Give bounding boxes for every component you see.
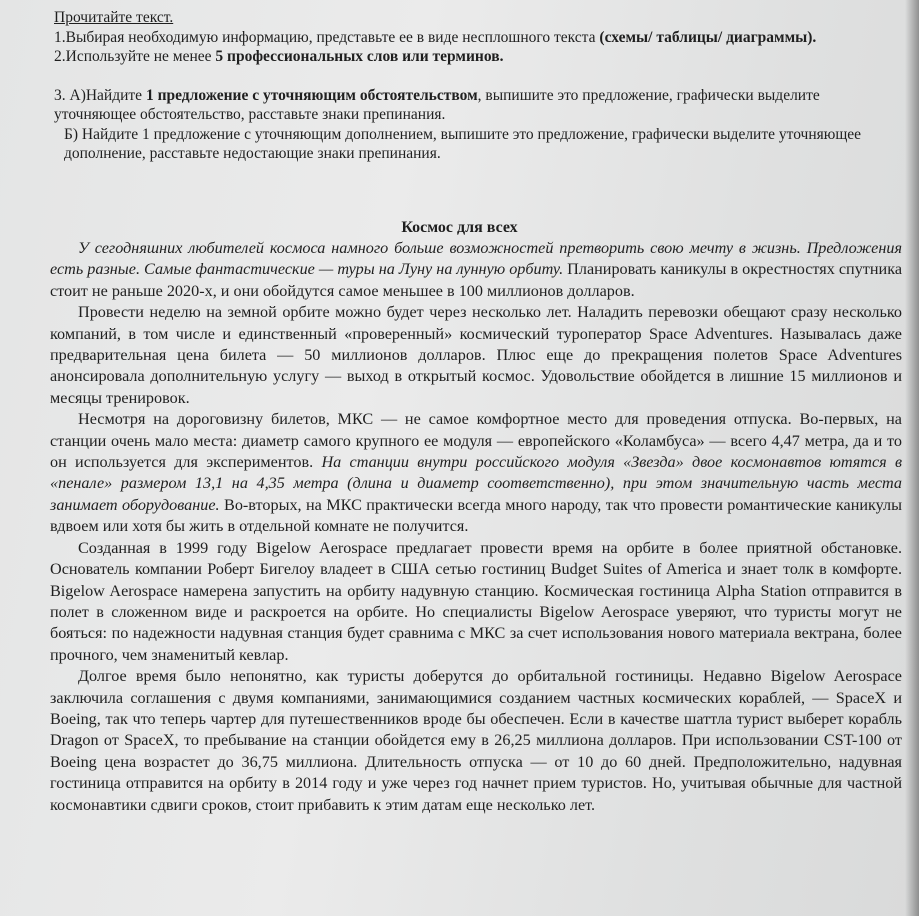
- paragraph-4: Созданная в 1999 году Bigelow Aerospace предлагает провести время на орбите в более приятной обстановке. Основатель компании Роберт Бигелоу владеет в США сетью гостиниц Budget Suites of America и знает толк в комфорте. Bigelow Aerospace намерена запустить на орбиту надувную станцию. Космическая гостиница Alpha Station отправится в полет в сложенном виде и раскроется на орбите. Но специалисты Bigelow Aerospace уверяют, что туристы могут не бояться: по надежности надувная станция будет сравнима с МКС за счет использования нового материала вектрана, более прочного, чем знаменитый кевлар.: [50, 538, 902, 664]
- paragraph-5: Долгое время было непонятно, как туристы доберутся до орбитальной гостиницы. Недавно Bigelow Aerospace заключила соглашения с двумя компаниями, занимающимися созданием частных космических кораблей, — SpaceX и Boeing, так что теперь чартер для путешественников вроде бы обеспечен. Если в качестве шаттла турист выберет корабль Dragon от SpaceX, то пребывание на станции обойдется ему в 26,25 миллиона долларов. При использовании CST-100 от Boeing цена возрастет до 36,75 миллиона. Длительность отпуска — от 10 до 60 дней. Предположительно, надувная гостиница отправится на орбиту в 2014 году и уже через год начнет прием туристов. Но, учитывая обычные для частной космонавтики сдвиги сроков, стоит прибавить к этим датам еще несколько лет.: [50, 667, 902, 814]
- paragraph-3-start: Несмотря на дороговизну билетов, МКС — не самое комфортное место для проведения отпуска. Во-первых, на станции очень мало места: диаметр самого крупного ее модуля — европейского «Коламбуса» — всего 4,47 метра, да и то он используется для экспериментов.: [50, 410, 902, 472]
- paragraph-2: Провести неделю на земной орбите можно будет через несколько лет. Наладить перевозки обещают сразу несколько компаний, в том числе и единственный «проверенный» космический туроператор Space Adventures. Называлась даже предварительная цена билета — 50 миллионов долларов. Плюс еще до прекращения полетов Space Adventures анонсировала дополнительную услугу — выход в открытый космос. Удовольствие обойдется в лишние 15 миллионов и месяцы тренировок.: [50, 303, 902, 407]
- task-1-text: 1.Выбирая необходимую информацию, представьте ее в виде несплошного текста: [54, 28, 600, 46]
- paragraph-3-end: Во-вторых, на МКС практически всегда много народу, так что провести романтические каникулы вдвоем или хотя бы жить в отдельной комнате не получится.: [50, 495, 903, 536]
- task-instructions: [54, 8, 892, 164]
- page-edge-shadow: [905, 0, 919, 916]
- paragraph-1-rest: Планировать каникулы в окрестностях спутника стоит не раньше 2020-х, и они обойдутся самое меньшее в 100 миллионов долларов.: [50, 260, 903, 300]
- task-2-text: 2.Используйте не менее: [54, 48, 216, 65]
- read-prompt: Прочитайте текст.: [54, 9, 174, 26]
- task-3a-tail: , выпишите это предложение, графически выделите уточняющее обстоятельство, расставьте знаки препинания.: [54, 86, 820, 123]
- paragraph-3-italic: На станции внутри российского модуля «Звезда» двое космонавтов ютятся в «пенале» размером 13,1 на 4,35 метра (длина и диаметр соответственно), при этом значительную часть места занимает оборудование.: [50, 453, 902, 514]
- article-body: [50, 238, 902, 816]
- task-1-emphasis: (схемы/ таблицы/ диаграммы).: [599, 28, 817, 46]
- paragraph-3: [50, 409, 902, 537]
- paragraph-1: [50, 238, 902, 302]
- task-3a-emphasis: 1 предложение с уточняющим обстоятельством: [145, 86, 478, 104]
- task-3a-text: 3. А)Найдите: [54, 86, 146, 104]
- task-3b: Б) Найдите 1 предложение с уточняющим дополнением, выпишите это предложение, графически выделите уточняющее дополнение, расставьте недостающие знаки препинания.: [64, 125, 862, 162]
- paragraph-1-italic: У сегодняшних любителей космоса намного больше возможностей претворить свою мечту в жизнь. Предложения есть разные. Самые фантастические — туры на Луну на лунную орбиту.: [50, 239, 902, 279]
- task-2-emphasis: 5 профессиональных слов или терминов.: [215, 48, 504, 65]
- spacer: [54, 67, 892, 86]
- task-3a: [54, 86, 892, 125]
- article-title: Космос для всех: [401, 219, 518, 236]
- task-1: [54, 28, 892, 48]
- task-2: [54, 47, 892, 67]
